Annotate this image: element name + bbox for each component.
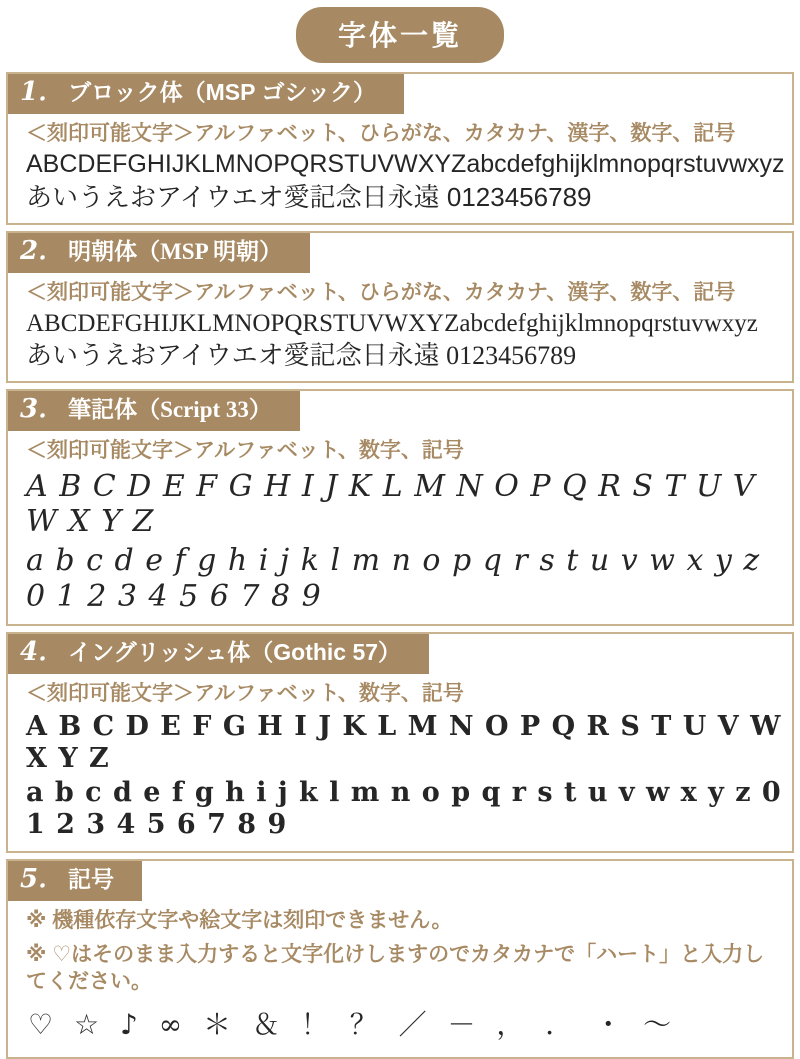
font-sample-latin: ABCDEFGHIJKLMNOPQRSTUVWXYZabcdefghijklmnopqrstuvwxyz bbox=[26, 310, 758, 338]
font-sample-uppercase: A B C D E F G H I J K L M N O P Q R S T U V W X Y Z bbox=[26, 710, 782, 774]
section-title: 記号 bbox=[68, 866, 115, 893]
note-heart-input: ※ ♡はそのまま入力すると文字化けしますのでカタカナで「ハート」と入力してください。 bbox=[26, 942, 765, 993]
allowed-characters-label: ＜刻印可能文字＞アルファベット、ひらがな、カタカナ、漢字、数字、記号 bbox=[26, 122, 736, 146]
section-title: ブロック体（MSP ゴシック） bbox=[68, 79, 376, 105]
section-mincho-style bbox=[6, 231, 794, 384]
note-dependent-characters: ※ 機種依存文字や絵文字は刻印できません。 bbox=[26, 909, 453, 933]
section-title: イングリッシュ体（Gothic 57） bbox=[68, 639, 402, 666]
section-number: 1． bbox=[20, 77, 65, 107]
section-script-style bbox=[6, 389, 794, 626]
font-sample-japanese: あいうえおアイウエオ愛記念日永遠 0123456789 bbox=[26, 181, 592, 212]
section-symbols bbox=[6, 859, 794, 1059]
font-sample-uppercase: A B C D E F G H I J K L M N O P Q R S T U V W X Y Z bbox=[26, 468, 756, 540]
section-header bbox=[8, 391, 300, 431]
section-number: 5． bbox=[20, 864, 65, 895]
section-header bbox=[8, 74, 404, 114]
allowed-characters-label: ＜刻印可能文字＞アルファベット、数字、記号 bbox=[26, 682, 464, 706]
section-english-style bbox=[6, 632, 794, 853]
section-header bbox=[8, 233, 310, 273]
symbol-sample-row: ♡ ☆ ♪ ∞ ＊ ＆ ！ ？ ／ － ， ． ・ ～ bbox=[28, 1008, 678, 1042]
font-sample-japanese: あいうえおアイウエオ愛記念日永遠 0123456789 bbox=[26, 340, 577, 370]
page-title-badge: 字体一覧 bbox=[296, 7, 504, 63]
section-block-style bbox=[6, 72, 794, 225]
section-number: 3． bbox=[20, 394, 65, 425]
font-sample-latin: ABCDEFGHIJKLMNOPQRSTUVWXYZabcdefghijklmnopqrstuvwxyz bbox=[26, 150, 785, 179]
allowed-characters-label: ＜刻印可能文字＞アルファベット、数字、記号 bbox=[26, 439, 464, 463]
section-title: 明朝体（MSP 明朝） bbox=[68, 238, 283, 264]
section-title: 筆記体（Script 33） bbox=[68, 397, 272, 423]
font-sample-lowercase-numbers: a b c d e f g h i j k l m n o p q r s t u v w x y z 0 1 2 3 4 5 6 7 8 9 bbox=[26, 777, 782, 841]
allowed-characters-label: ＜刻印可能文字＞アルファベット、ひらがな、カタカナ、漢字、数字、記号 bbox=[26, 280, 736, 304]
section-header bbox=[8, 861, 142, 901]
section-header bbox=[8, 634, 429, 674]
section-number: 4． bbox=[20, 637, 65, 668]
section-number: 2． bbox=[20, 235, 65, 266]
font-sample-lowercase-numbers: a b c d e f g h i j k l m n o p q r s t u v w x y z 0 1 2 3 4 5 6 7 8 9 bbox=[26, 543, 761, 614]
